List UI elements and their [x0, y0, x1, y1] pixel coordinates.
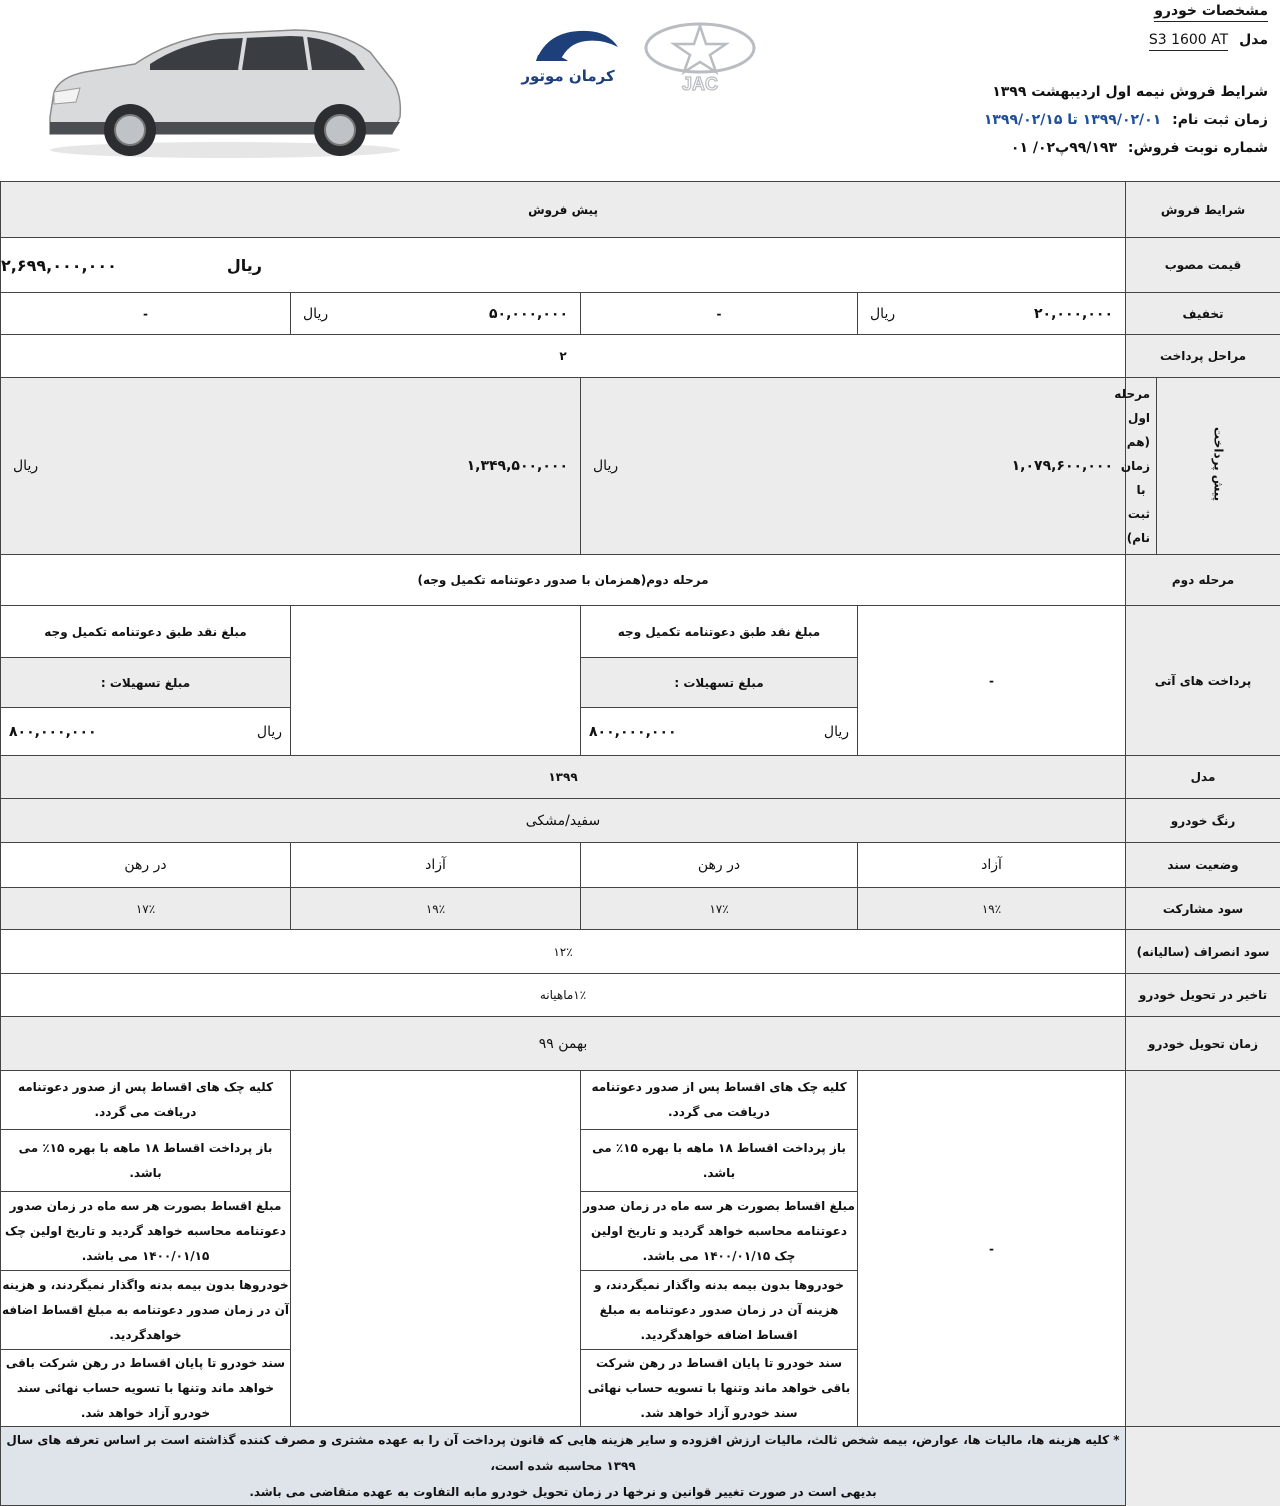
- row-delay: [1, 974, 1280, 1017]
- discount-dash: -: [1, 293, 291, 335]
- row-payment-stages: [1, 335, 1280, 378]
- model-value: S3 1600 AT: [1149, 32, 1228, 51]
- note-4-col-2: خودروها بدون بیمه بدنه واگذار نمیگردند، و هزینه آن در زمان صدور دعوتنامه به مبلغ اقساط اضافه خواهدگردید.: [1, 1271, 291, 1350]
- stage-two-value: مرحله دوم(همزمان با صدور دعوتنامه تکمیل وجه): [1, 555, 1126, 606]
- footer-line-1: * کلیه هزینه ها، مالیات ها، عوارض، بیمه شخص ثالث، مالیات ارزش افزوده و سایر هزینه هایی که قانون پرداخت آن را به عهده مشتری و مصرف کننده گذاشته است بر اساس تعرفه های سال ۱۳۹۹ محاسبه شده است،: [1, 1427, 1125, 1479]
- model-year-label: مدل: [1126, 756, 1280, 799]
- doc-status-label: وضعیت سند: [1126, 843, 1280, 888]
- profit-value-3: ۱۹٪: [291, 888, 581, 930]
- cancel-profit-label: سود انصراف (سالیانه): [1126, 930, 1280, 974]
- note-5-col-2: سند خودرو تا پایان اقساط در رهن شرکت باقی خواهد ماند وتنها با تسویه حساب نهائی سند خودرو آزاد خواهد شد.: [1, 1350, 291, 1427]
- note-3-col-2: مبلغ اقساط بصورت هر سه ماه در زمان صدور دعوتنامه محاسبه خواهد گردید و تاریخ اولین چک ۱۴۰۰/۰۱/۱۵ می باشد.: [1, 1192, 291, 1271]
- jac-logo: [640, 22, 760, 92]
- profit-value-4: ۱۷٪: [1, 888, 291, 930]
- model-line: مدل S3 1600 AT: [1149, 32, 1268, 48]
- spec-title: مشخصات خودرو: [1154, 3, 1268, 19]
- conditions-table: [0, 181, 1280, 1506]
- payment-stages-value: ۲: [1, 335, 1126, 378]
- note-2-col-2: باز پرداخت اقساط ۱۸ ماهه با بهره ۱۵٪ می باشد.: [1, 1130, 291, 1192]
- prepayment-side-label: پیش پرداخت: [1212, 427, 1226, 501]
- doc-status-free-1: آزاد: [858, 843, 1126, 888]
- sale-conditions-value: پیش فروش: [1, 182, 1126, 238]
- row-cancel-profit: [1, 930, 1280, 974]
- doc-status-mortgage-1: در رهن: [581, 843, 858, 888]
- sale-conditions-line: شرایط فروش نیمه اول اردیبهشت ۱۳۹۹: [992, 84, 1268, 100]
- stage-one-label: مرحله اول (هم زمان با ثبت نام): [1114, 387, 1150, 545]
- doc-status-free-2: آزاد: [291, 843, 581, 888]
- jac-logo-text: JAC: [682, 74, 718, 92]
- row-doc-status: [1, 843, 1280, 888]
- footer-line-2: بدیهی است در صورت تغییر قوانین و نرخها در زمان تحویل خودرو مابه التفاوت به عهده متقاضی می باشد.: [1, 1479, 1125, 1505]
- doc-status-mortgage-2: در رهن: [1, 843, 291, 888]
- discount-value-1: ۲۰,۰۰۰,۰۰۰: [1034, 306, 1113, 322]
- note-4-col-1: خودروها بدون بیمه بدنه واگذار نمیگردند، و هزینه آن در زمان صدور دعوتنامه به مبلغ اقساط اضافه خواهدگردید.: [581, 1271, 858, 1350]
- row-note-1: [1, 1071, 1280, 1130]
- delay-label: تاخیر در تحویل خودرو: [1126, 974, 1280, 1017]
- car-image: [40, 22, 410, 162]
- stage-one-value-1: ۱,۰۷۹,۶۰۰,۰۰۰: [1012, 458, 1113, 474]
- model-year-value: ۱۳۹۹: [1, 756, 1126, 799]
- sale-number-line: شماره نوبت فروش: ۹۹/۱۹۳پ۰۲/ ۰۱: [1011, 140, 1268, 156]
- delay-value: ۱٪ماهیانه: [1, 974, 1126, 1017]
- delivery-label: زمان تحویل خودرو: [1126, 1017, 1280, 1071]
- page-header: [0, 0, 1280, 180]
- note-1-col-1: کلیه چک های اقساط پس از صدور دعوتنامه دریافت می گردد.: [581, 1071, 858, 1130]
- sale-conditions-label: شرایط فروش: [1126, 182, 1280, 238]
- row-delivery: [1, 1017, 1280, 1071]
- future-facility-2: مبلغ تسهیلات :: [1, 658, 291, 708]
- row-color: [1, 799, 1280, 843]
- row-future-payments-1: [1, 606, 1280, 658]
- row-approved-price: [1, 238, 1280, 293]
- delivery-value: بهمن ۹۹: [1, 1017, 1126, 1071]
- notes-dash: -: [858, 1071, 1126, 1427]
- stage-one-value-2: ۱,۳۴۹,۵۰۰,۰۰۰: [467, 458, 568, 474]
- color-label: رنگ خودرو: [1126, 799, 1280, 843]
- discount-label: تخفیف: [1126, 293, 1280, 335]
- approved-price-value: ۲,۶۹۹,۰۰۰,۰۰۰: [1, 256, 117, 275]
- row-footer: [1, 1427, 1280, 1506]
- footer-note: [1, 1427, 1126, 1506]
- registration-line: زمان ثبت نام: ۱۳۹۹/۰۲/۰۱ تا ۱۳۹۹/۰۲/۱۵: [984, 112, 1268, 128]
- note-5-col-1: سند خودرو تا پایان اقساط در رهن شرکت باقی خواهد ماند وتنها با تسویه حساب نهائی سند خودرو آزاد خواهد شد.: [581, 1350, 858, 1427]
- profit-value-2: ۱۷٪: [581, 888, 858, 930]
- row-profit: [1, 888, 1280, 930]
- kerman-motor-logo: [508, 25, 628, 90]
- discount-value-2: ۵۰,۰۰۰,۰۰۰: [489, 306, 568, 322]
- currency-label: ریال: [227, 256, 262, 275]
- note-3-col-1: مبلغ اقساط بصورت هر سه ماه در زمان صدور دعوتنامه محاسبه خواهد گردید و تاریخ اولین چک ۱۴۰۰/۰۱/۱۵ می باشد.: [581, 1192, 858, 1271]
- kerman-motor-logo-mark: [508, 25, 628, 65]
- future-facility-amount-1: ۸۰۰,۰۰۰,۰۰۰: [589, 724, 677, 740]
- profit-label: سود مشارکت: [1126, 888, 1280, 930]
- payment-stages-label: مراحل پرداخت: [1126, 335, 1280, 378]
- jac-star-icon: [640, 22, 760, 92]
- discount-dash: -: [581, 293, 858, 335]
- sale-number: ۹۹/۱۹۳پ۰۲/ ۰۱: [1011, 140, 1117, 156]
- row-stage-one: ریال ۱,۳۴۹,۵۰۰,۰۰۰ ریال ۱,۰۷۹,۶۰۰,۰۰۰ مرحله اول (هم زمان با ثبت نام) پیش پرداخت: [1, 378, 1280, 555]
- row-sale-conditions: [1, 182, 1280, 238]
- future-facility-1: مبلغ تسهیلات :: [581, 658, 858, 708]
- future-payments-label: پرداخت های آتی: [1126, 606, 1280, 756]
- registration-dates: ۱۳۹۹/۰۲/۰۱ تا ۱۳۹۹/۰۲/۱۵: [984, 112, 1161, 128]
- future-facility-amount-2: ۸۰۰,۰۰۰,۰۰۰: [9, 724, 97, 740]
- cancel-profit-value: ۱۲٪: [1, 930, 1126, 974]
- stage-two-label: مرحله دوم: [1126, 555, 1280, 606]
- kerman-motor-logo-text: کرمان موتور: [508, 67, 628, 85]
- row-discount: - ریال ۵۰,۰۰۰,۰۰۰ - ریال ۲۰,۰۰۰,۰۰۰ تخفیف: [1, 293, 1280, 335]
- profit-value-1: ۱۹٪: [858, 888, 1126, 930]
- future-cash-1: مبلغ نقد طبق دعوتنامه تکمیل وجه: [581, 606, 858, 658]
- note-1-col-2: کلیه چک های اقساط پس از صدور دعوتنامه دریافت می گردد.: [1, 1071, 291, 1130]
- note-2-col-1: باز پرداخت اقساط ۱۸ ماهه با بهره ۱۵٪ می باشد.: [581, 1130, 858, 1192]
- approved-price-label: قیمت مصوب: [1126, 238, 1280, 293]
- future-dash: -: [858, 606, 1126, 756]
- row-stage-two: [1, 555, 1280, 606]
- row-model-year: [1, 756, 1280, 799]
- color-value: سفید/مشکی: [1, 799, 1126, 843]
- row-future-payments-3: ۸۰۰,۰۰۰,۰۰۰ ریال ۸۰۰,۰۰۰,۰۰۰ ریال: [1, 708, 1280, 756]
- future-cash-2: مبلغ نقد طبق دعوتنامه تکمیل وجه: [1, 606, 291, 658]
